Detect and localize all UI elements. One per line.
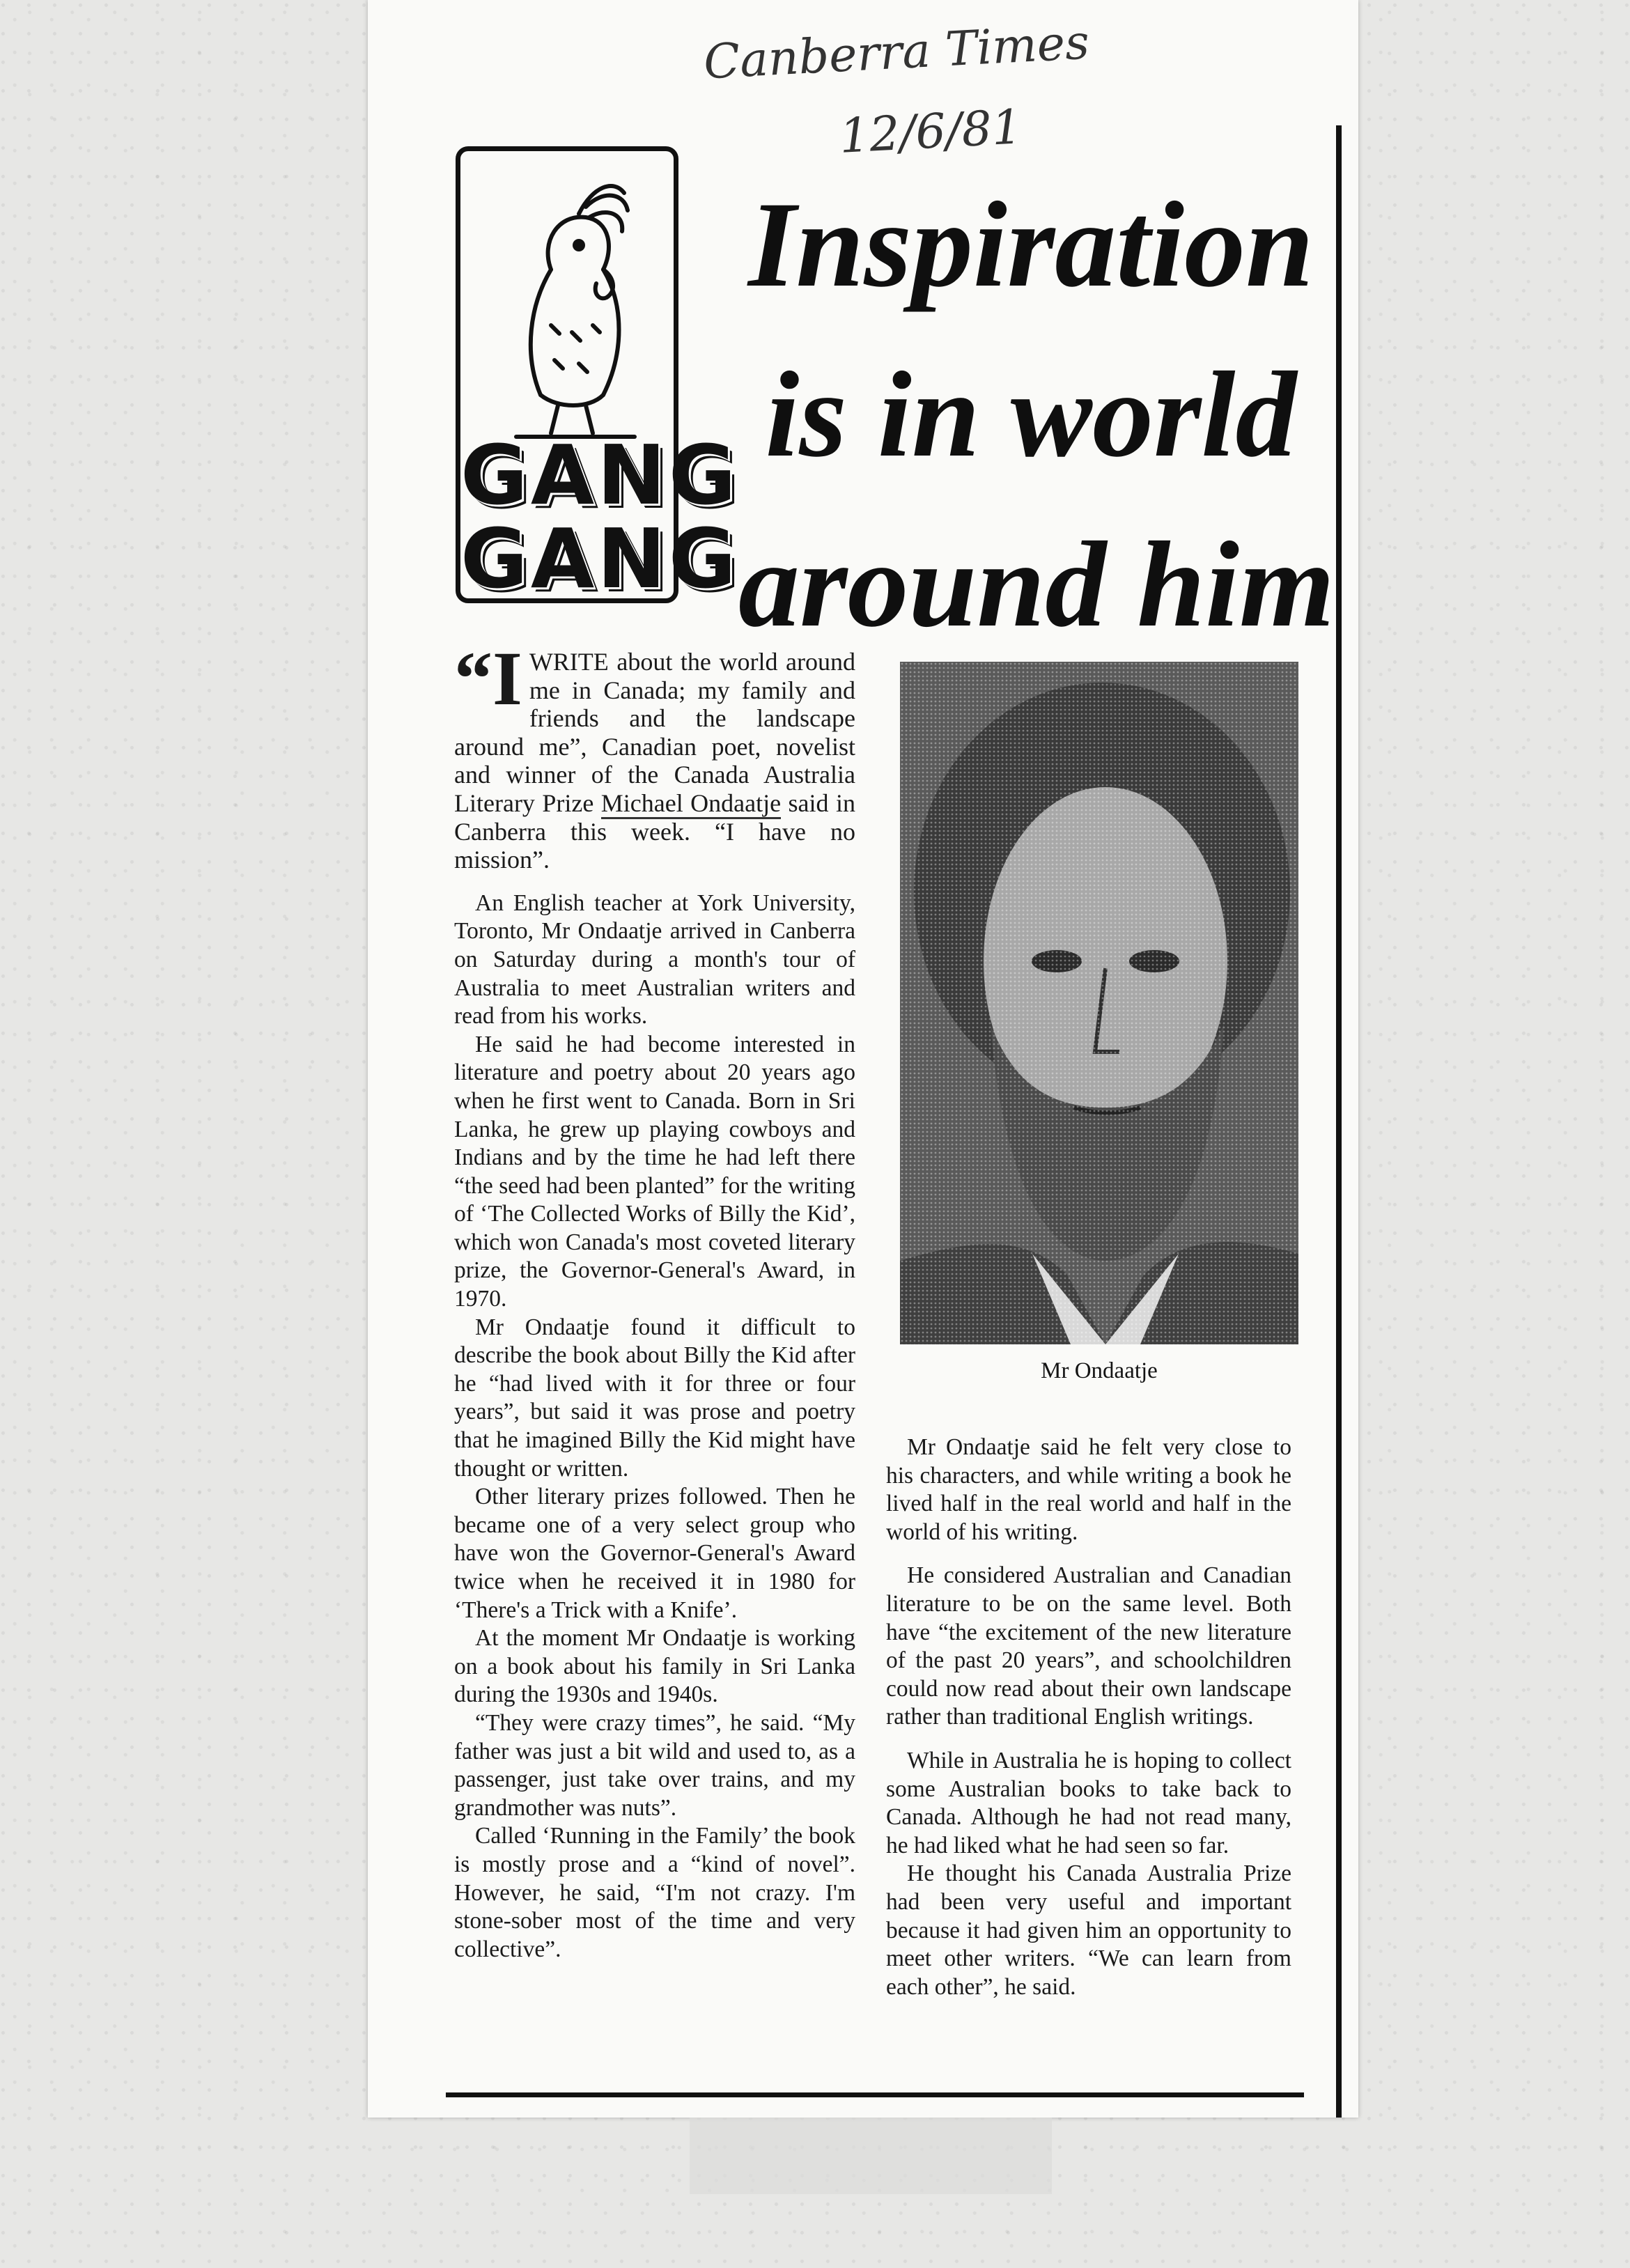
article-column-left <box>454 636 855 1964</box>
paragraph: Mr Ondaatje found it difficult to describe the book about Billy the Kid after he “had lived with it for three or four years”, but said it was prose and poetry that he imagined Billy the Kid might have thought or written. <box>454 1314 855 1482</box>
gang-gang-logo <box>456 146 739 607</box>
portrait-photo <box>900 662 1298 1344</box>
handwritten-source: Canberra Times <box>702 15 1091 91</box>
paragraph: He said he had become interested in literature and poetry about 20 years ago when he first went to Canada. Born in Sri Lanka, he grew up playing cowboys and Indians and by the time he had left there “the seed had been planted” for the writing of ‘The Collected Works of Billy the Kid’, which won Canada's most coveted literary prize, the Governor-General's Award, in 1970. <box>454 1031 855 1312</box>
lead-name-underlined: Michael Ondaatje <box>601 789 781 819</box>
paragraph: An English teacher at York University, Toronto, Mr Ondaatje arrived in Canberra on Saturday during a month's tour of Australia to meet Australian writers and read from his works. <box>454 890 855 1030</box>
logo-text-line2: GANG <box>460 511 739 607</box>
logo-text-line1: GANG <box>460 427 739 523</box>
paragraph: At the moment Mr Ondaatje is working on a book about his family in Sri Lanka during the 1930s and 1940s. <box>454 1625 855 1708</box>
headline-line1: Inspiration <box>748 177 1314 313</box>
article-column-right <box>886 1434 1291 2001</box>
lead-text-before: WRITE about the world around me in Canada; my family and friends and the landscape around me”, Canadian poet, novelist and winner of the Canada Australia Literary Prize <box>454 648 855 817</box>
paragraph: He thought his Canada Australia Prize had been very useful and important because it had given him an opportunity to meet other writers. “We can learn from each other”, he said. <box>886 1861 1291 2000</box>
paragraph: Other literary prizes followed. Then he became one of a very select group who have won the Governor-General's Award twice when he received it in 1980 for ‘There's a Trick with a Knife’. <box>454 1484 855 1623</box>
handwritten-date: 12/6/81 <box>838 100 1024 164</box>
photo-caption: Mr Ondaatje <box>1041 1358 1158 1383</box>
drop-cap: “I <box>454 636 522 721</box>
headline-line3: around him <box>738 517 1335 653</box>
lead-paragraph <box>454 636 855 874</box>
tape-mark <box>690 2118 1052 2194</box>
paragraph: He considered Australian and Canadian literature to be on the same level. Both have “the excitement of the new literature of the past 20 years”, and schoolchildren could now read about their own landscape rather than traditional English writings. <box>886 1562 1291 1730</box>
paragraph: While in Australia he is hoping to collect some Australian books to take back to Canada. Although he had not read many, he had liked what he had seen so far. <box>886 1747 1291 1858</box>
column-rule-bottom <box>446 2092 1304 2097</box>
paragraph: Called ‘Running in the Family’ the book is mostly prose and a “kind of novel”. However, he said, “I'm not crazy. I'm stone-sober most of the time and very collective”. <box>454 1823 855 1962</box>
headline <box>738 160 1335 670</box>
paragraph: Mr Ondaatje said he felt very close to his characters, and while writing a book he lived half in the real world and half in the world of his writing. <box>886 1434 1291 1545</box>
headline-line2: is in world <box>765 347 1297 483</box>
column-rule-right <box>1336 125 1342 2118</box>
paragraph: “They were crazy times”, he said. “My father was just a bit wild and used to, as a passenger, just take over trains, and my grandmother was nuts”. <box>454 1709 855 1821</box>
lead-text-after: said in Canberra this week. “I have no mission”. <box>454 789 855 874</box>
cockatoo-icon <box>474 165 660 444</box>
